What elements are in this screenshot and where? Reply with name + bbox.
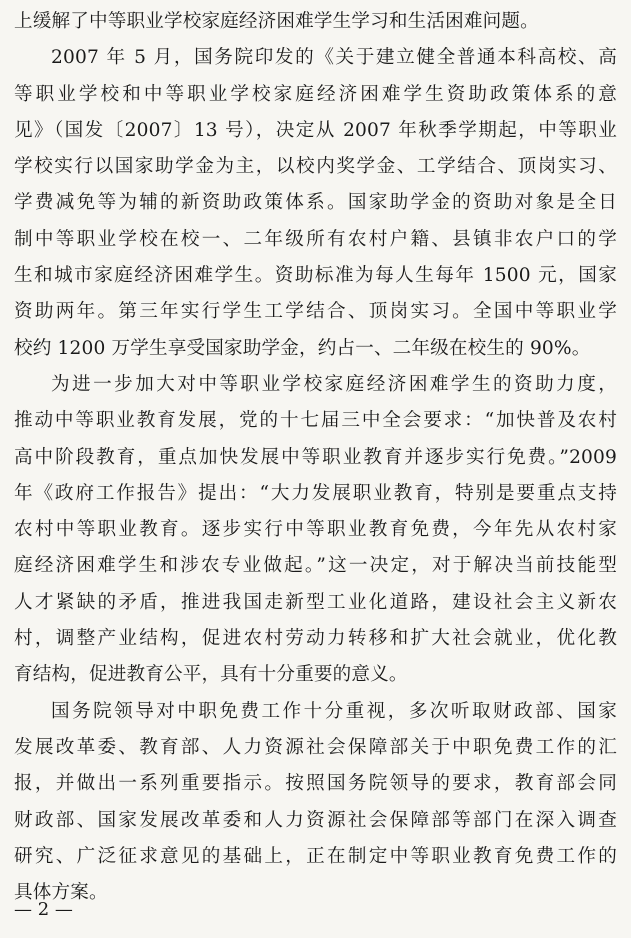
text-line: 2007 年 5 月，国务院印发的《关于建立健全普通本科高校、高 bbox=[51, 47, 617, 69]
paragraph bbox=[14, 367, 617, 694]
text-line: 育结构，促进教育公平，具有十分重要的意义。 bbox=[14, 664, 408, 686]
text-line: 财政部、国家发展改革委和人力资源社会保障部等部门在深入调查 bbox=[14, 809, 617, 831]
text-line: 具体方案。 bbox=[14, 882, 108, 904]
text-line: 制中等职业学校在校一、二年级所有农村户籍、县镇非农户口的学 bbox=[14, 228, 617, 250]
text-line: 资助两年。第三年实行学生工学结合、顶岗实习。全国中等职业学 bbox=[14, 301, 617, 323]
text-line: 发展改革委、教育部、人力资源社会保障部关于中职免费工作的汇 bbox=[14, 736, 617, 758]
text-line: 村，调整产业结构，促进农村劳动力转移和扩大社会就业，优化教 bbox=[14, 628, 617, 650]
text-line: 推动中等职业教育发展，党的十七届三中全会要求：“加快普及农村 bbox=[14, 410, 617, 432]
text-line: 庭经济困难学生和涉农专业做起。”这一决定，对于解决当前技能型 bbox=[14, 555, 617, 577]
text-line: 国务院领导对中职免费工作十分重视，多次听取财政部、国家 bbox=[51, 700, 617, 722]
text-line: 学校实行以国家助学金为主，以校内奖学金、工学结合、顶岗实习、 bbox=[14, 156, 617, 178]
text-line: 人才紧缺的矛盾，推进我国走新型工业化道路，建设社会主义新农 bbox=[14, 591, 617, 613]
text-line: 生和城市家庭经济困难学生。资助标准为每人生每年 1500 元，国家 bbox=[14, 265, 617, 287]
paragraph bbox=[14, 694, 617, 912]
text-line: 研究、广泛征求意见的基础上，正在制定中等职业教育免费工作的 bbox=[14, 845, 617, 867]
text-line: 等职业学校和中等职业学校家庭经济困难学生资助政策体系的意 bbox=[14, 83, 617, 105]
body-text bbox=[14, 4, 617, 911]
page-number: — 2 — bbox=[14, 899, 73, 920]
text-line: 校约 1200 万学生享受国家助学金，约占一、二年级在校生的 90%。 bbox=[14, 337, 591, 359]
text-line: 学费减免等为辅的新资助政策体系。国家助学金的资助对象是全日 bbox=[14, 192, 617, 214]
paragraph bbox=[14, 40, 617, 367]
text-line: 见》（国发〔2007〕13 号），决定从 2007 年秋季学期起，中等职业 bbox=[14, 119, 617, 141]
text-line: 上缓解了中等职业学校家庭经济困难学生学习和生活困难问题。 bbox=[14, 11, 539, 32]
text-line: 农村中等职业教育。逐步实行中等职业教育免费，今年先从农村家 bbox=[14, 519, 617, 541]
text-line: 高中阶段教育，重点加快发展中等职业教育并逐步实行免费。”2009 bbox=[14, 446, 617, 468]
text-line: 为进一步加大对中等职业学校家庭经济困难学生的资助力度， bbox=[51, 373, 617, 395]
text-line: 报，并做出一系列重要指示。按照国务院领导的要求，教育部会同 bbox=[14, 773, 617, 795]
paragraph bbox=[14, 4, 617, 40]
text-line: 年《政府工作报告》提出：“大力发展职业教育，特别是要重点支持 bbox=[14, 482, 617, 504]
